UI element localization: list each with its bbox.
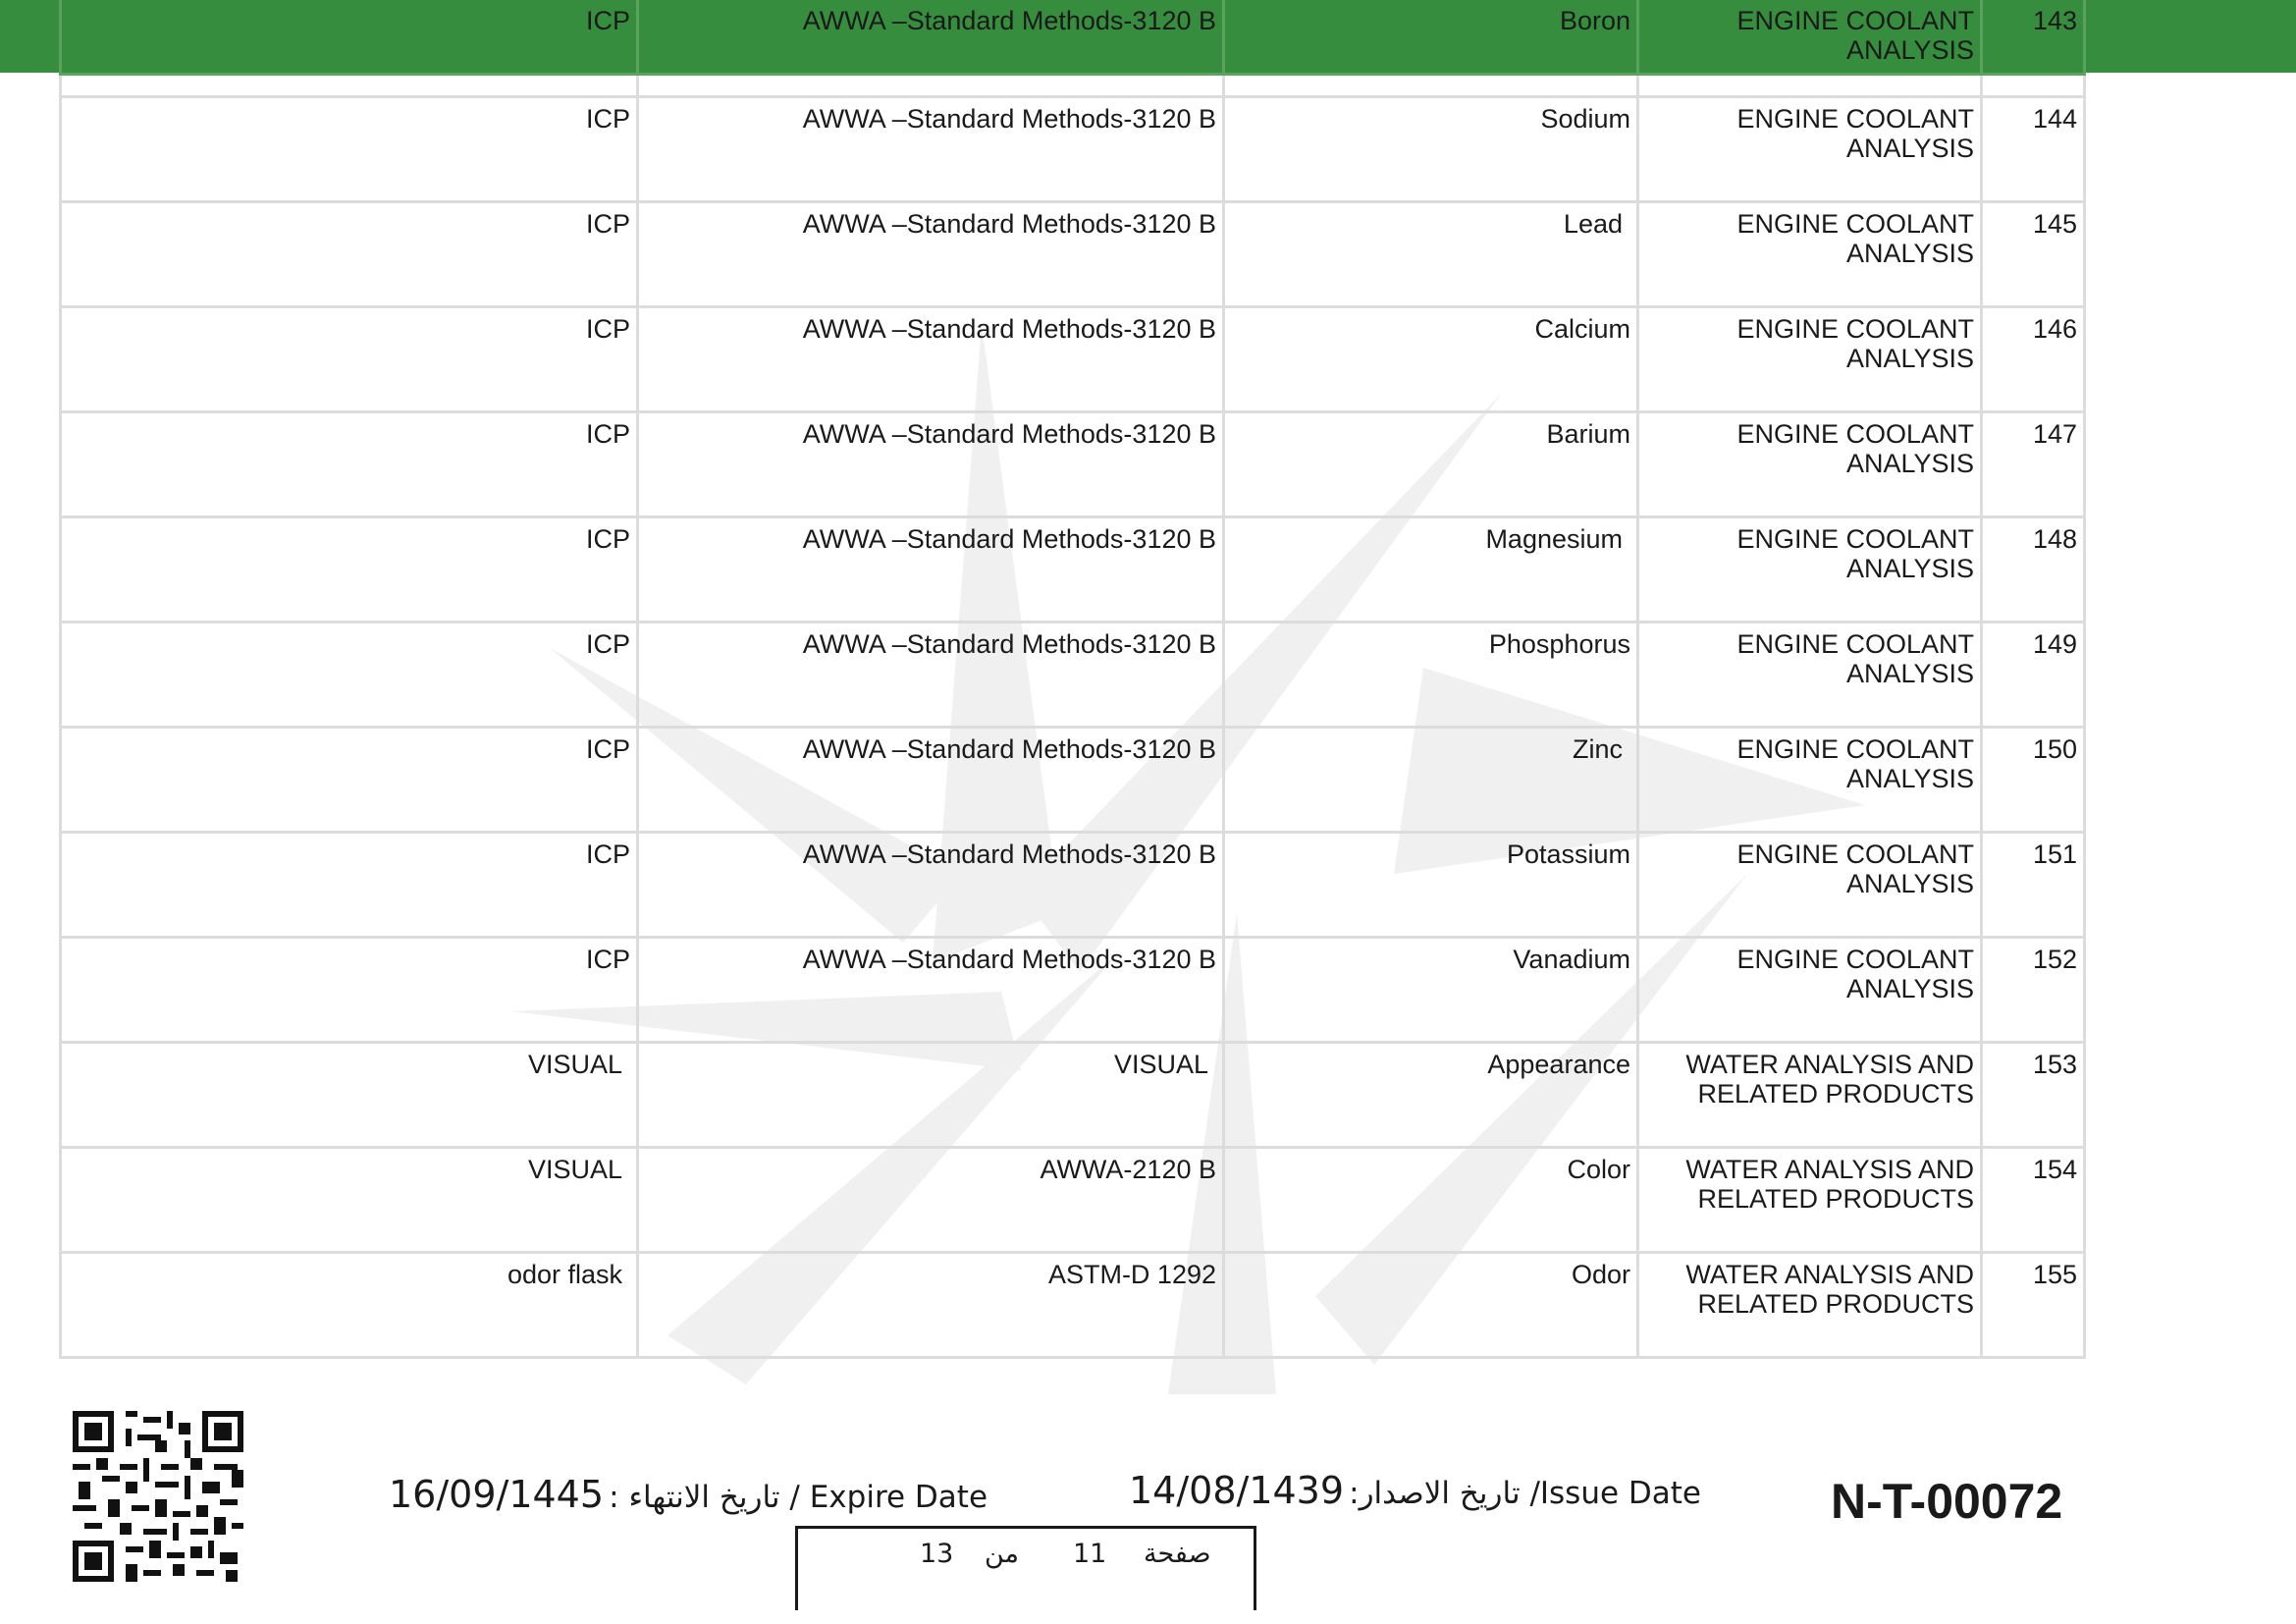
- page-number-box: [795, 1526, 1256, 1610]
- number-cell: 143: [1982, 0, 2085, 75]
- page-total: 13: [920, 1539, 954, 1569]
- number-cell: 152: [1982, 938, 2085, 1043]
- table-row: [61, 1148, 2085, 1253]
- standard-cell: AWWA-2120 B: [638, 1148, 1224, 1253]
- standard-cell: VISUAL: [638, 1043, 1224, 1148]
- expire-date-value: 16/09/1445: [389, 1473, 605, 1516]
- number-cell: 149: [1982, 623, 2085, 728]
- document-code: N-T-00072: [1831, 1474, 2063, 1529]
- table-row: [61, 412, 2085, 517]
- category-cell: ENGINE COOLANT ANALYSIS: [1638, 202, 1982, 307]
- table-row: [61, 728, 2085, 833]
- table-row: [61, 202, 2085, 307]
- method-cell: ICP: [61, 517, 638, 623]
- parameter-cell: Potassium: [1224, 833, 1638, 938]
- parameter-cell: Zinc: [1224, 728, 1638, 833]
- table-row: [61, 833, 2085, 938]
- standard-cell: AWWA –Standard Methods-3120 B: [638, 412, 1224, 517]
- category-cell: ENGINE COOLANT ANALYSIS: [1638, 412, 1982, 517]
- table-row: [61, 97, 2085, 202]
- category-cell: WATER ANALYSIS AND RELATED PRODUCTS: [1638, 1148, 1982, 1253]
- category-cell: ENGINE COOLANT ANALYSIS: [1638, 728, 1982, 833]
- standard-cell: ASTM-D 1292: [638, 1253, 1224, 1358]
- number-cell: 153: [1982, 1043, 2085, 1148]
- method-cell: VISUAL: [61, 1148, 638, 1253]
- method-cell: ICP: [61, 0, 638, 75]
- issue-date-label: :تاريخ الاصدار /Issue Date: [1349, 1476, 1702, 1511]
- parameter-cell: Sodium: [1224, 97, 1638, 202]
- number-cell: 144: [1982, 97, 2085, 202]
- standard-cell: AWWA –Standard Methods-3120 B: [638, 202, 1224, 307]
- page-of-label: من: [985, 1539, 1020, 1569]
- number-cell: 145: [1982, 202, 2085, 307]
- page-word-label: صفحة: [1144, 1539, 1211, 1569]
- table-spacer-row: [61, 75, 2085, 97]
- table-row: [61, 938, 2085, 1043]
- standard-cell: AWWA –Standard Methods-3120 B: [638, 833, 1224, 938]
- standard-cell: AWWA –Standard Methods-3120 B: [638, 728, 1224, 833]
- category-cell: ENGINE COOLANT ANALYSIS: [1638, 938, 1982, 1043]
- table-row: [61, 1253, 2085, 1358]
- standard-cell: AWWA –Standard Methods-3120 B: [638, 97, 1224, 202]
- standard-cell: AWWA –Standard Methods-3120 B: [638, 938, 1224, 1043]
- category-cell: WATER ANALYSIS AND RELATED PRODUCTS: [1638, 1043, 1982, 1148]
- standard-cell: AWWA –Standard Methods-3120 B: [638, 307, 1224, 412]
- parameter-cell: Appearance: [1224, 1043, 1638, 1148]
- parameter-cell: Odor: [1224, 1253, 1638, 1358]
- method-cell: ICP: [61, 412, 638, 517]
- number-cell: 146: [1982, 307, 2085, 412]
- category-cell: ENGINE COOLANT ANALYSIS: [1638, 623, 1982, 728]
- parameter-cell: Boron: [1224, 0, 1638, 75]
- method-cell: odor flask: [61, 1253, 638, 1358]
- issue-date-block: [1129, 1469, 1701, 1512]
- standard-cell: AWWA –Standard Methods-3120 B: [638, 623, 1224, 728]
- number-cell: 154: [1982, 1148, 2085, 1253]
- parameter-cell: Barium: [1224, 412, 1638, 517]
- method-cell: ICP: [61, 623, 638, 728]
- category-cell: ENGINE COOLANT ANALYSIS: [1638, 97, 1982, 202]
- category-cell: ENGINE COOLANT ANALYSIS: [1638, 307, 1982, 412]
- method-cell: ICP: [61, 728, 638, 833]
- method-cell: ICP: [61, 97, 638, 202]
- parameter-cell: Color: [1224, 1148, 1638, 1253]
- number-cell: 148: [1982, 517, 2085, 623]
- parameter-cell: Calcium: [1224, 307, 1638, 412]
- page-current: 11: [1073, 1539, 1107, 1569]
- qr-code-icon: [73, 1411, 243, 1582]
- issue-date-value: 14/08/1439: [1129, 1469, 1345, 1512]
- category-cell: ENGINE COOLANT ANALYSIS: [1638, 833, 1982, 938]
- parameter-cell: Vanadium: [1224, 938, 1638, 1043]
- expire-date-label: : تاريخ الانتهاء / Expire Date: [609, 1480, 988, 1515]
- table-row: [61, 623, 2085, 728]
- parameter-cell: Phosphorus: [1224, 623, 1638, 728]
- number-cell: 151: [1982, 833, 2085, 938]
- table-row: [61, 1043, 2085, 1148]
- table-row: [61, 307, 2085, 412]
- table-row: [61, 0, 2085, 75]
- method-cell: ICP: [61, 938, 638, 1043]
- method-cell: ICP: [61, 307, 638, 412]
- category-cell: ENGINE COOLANT ANALYSIS: [1638, 0, 1982, 75]
- number-cell: 155: [1982, 1253, 2085, 1358]
- method-cell: ICP: [61, 202, 638, 307]
- method-cell: ICP: [61, 833, 638, 938]
- parameter-cell: Lead: [1224, 202, 1638, 307]
- scope-table: [59, 0, 2086, 1359]
- number-cell: 147: [1982, 412, 2085, 517]
- method-cell: VISUAL: [61, 1043, 638, 1148]
- number-cell: 150: [1982, 728, 2085, 833]
- standard-cell: AWWA –Standard Methods-3120 B: [638, 0, 1224, 75]
- expire-date-block: [389, 1473, 988, 1516]
- table-row: [61, 517, 2085, 623]
- standard-cell: AWWA –Standard Methods-3120 B: [638, 517, 1224, 623]
- category-cell: WATER ANALYSIS AND RELATED PRODUCTS: [1638, 1253, 1982, 1358]
- category-cell: ENGINE COOLANT ANALYSIS: [1638, 517, 1982, 623]
- parameter-cell: Magnesium: [1224, 517, 1638, 623]
